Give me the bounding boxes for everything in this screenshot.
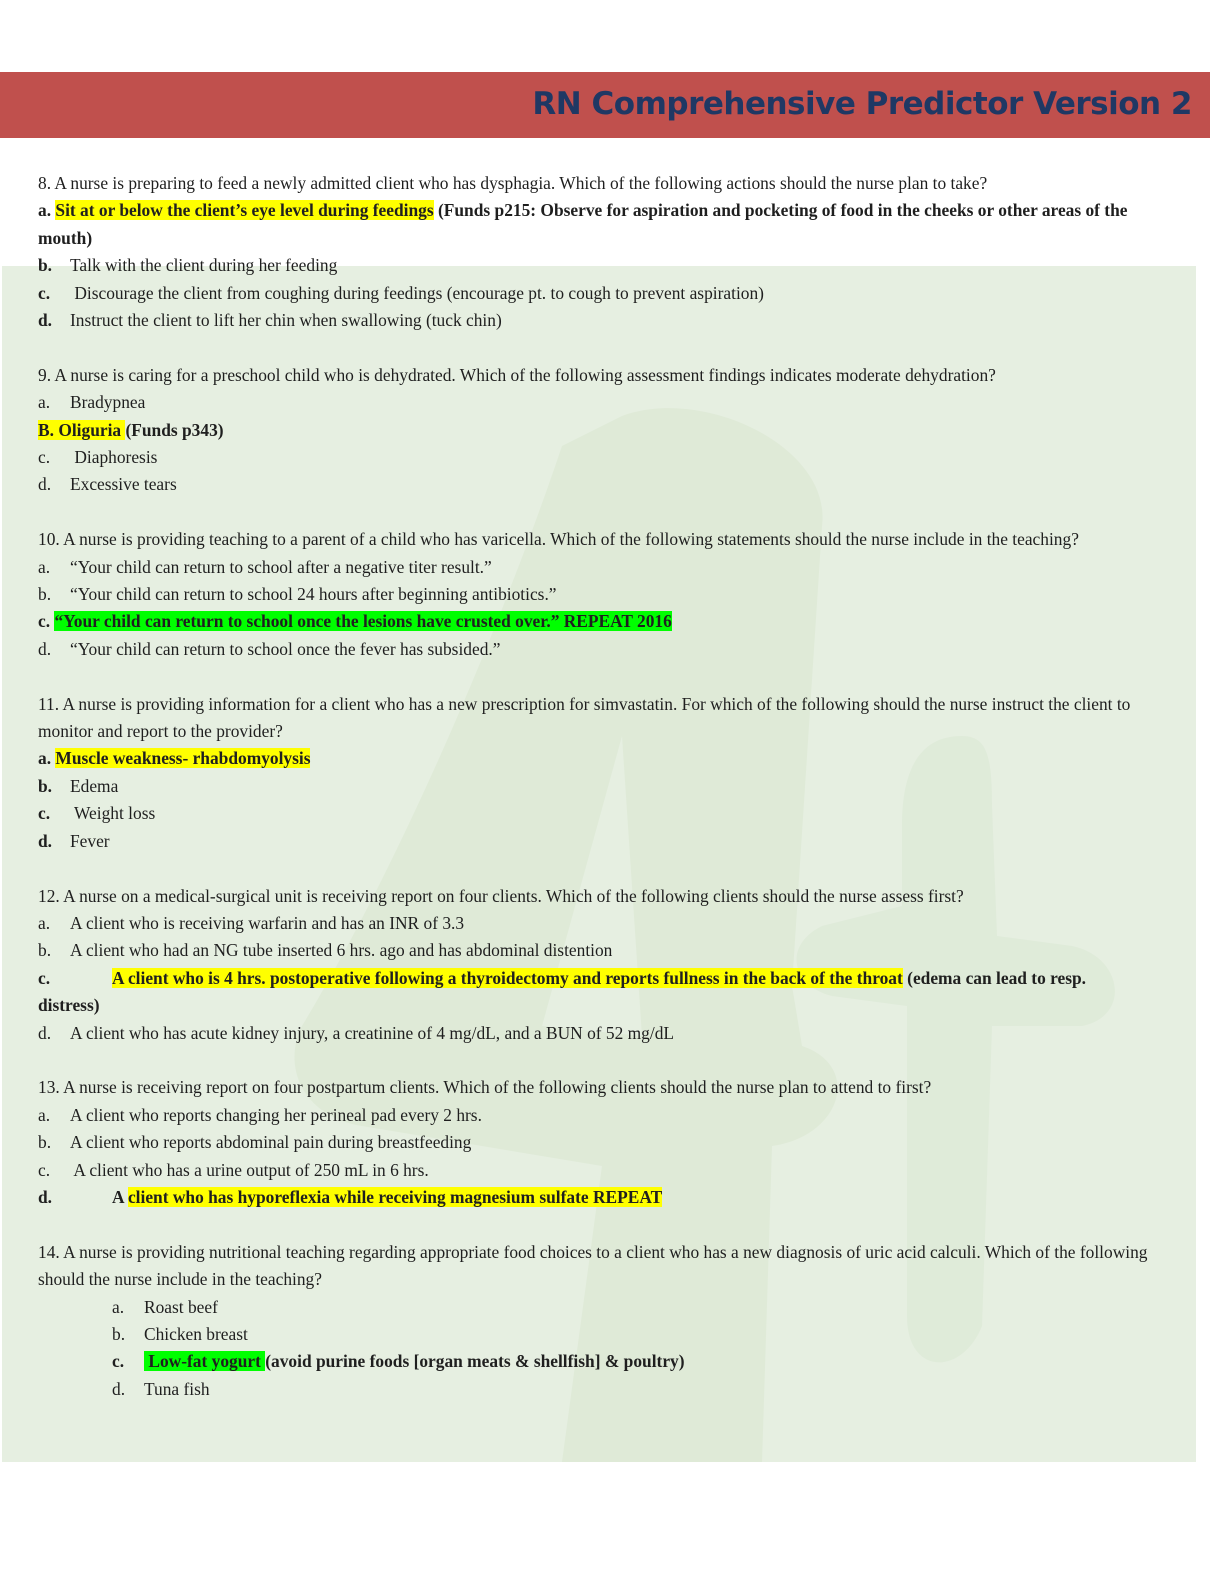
option-text: Roast beef (144, 1296, 218, 1317)
answer-option-correct (38, 1184, 1148, 1211)
option-text: Muscle weakness- rhabdomyolysis (55, 748, 311, 769)
question-13 (38, 1074, 1148, 1211)
question-11 (38, 691, 1148, 855)
answer-option-correct (38, 965, 1148, 1020)
answer-option (38, 773, 1148, 800)
answer-option (38, 471, 1148, 498)
option-text: A client who reports changing her perineal pad every 2 hrs. (70, 1104, 482, 1125)
document-title: RN Comprehensive Predictor Version 2 (532, 86, 1192, 122)
option-text: Edema (70, 775, 119, 796)
option-label: b. (112, 1323, 126, 1344)
answer-option (38, 1294, 1148, 1321)
option-label: a. (38, 912, 51, 933)
question-stem: 11. A nurse is providing information for a client who has a new prescription for simvastatin. For which of the following should the nurse instruct the client to monitor and report to the provider? (38, 693, 1131, 742)
option-text: A client who reports abdominal pain during breastfeeding (70, 1132, 472, 1153)
answer-option (38, 937, 1148, 964)
option-label: c. (38, 447, 51, 468)
option-label: b. (38, 1132, 52, 1153)
answer-option (38, 1129, 1148, 1156)
option-label: c. (38, 967, 51, 988)
option-text: A client who has acute kidney injury, a creatinine of 4 mg/dL, and a BUN of 52 mg/dL (70, 1022, 675, 1043)
option-label: c. (38, 1159, 51, 1180)
question-stem: 14. A nurse is providing nutritional teaching regarding appropriate food choices to a client who has a new diagnosis of uric acid calculi. Which of the following should the nurse include in the teaching? (38, 1241, 1148, 1290)
option-label: a. (38, 392, 51, 413)
answer-option (38, 636, 1148, 663)
answer-option-correct (38, 745, 1148, 772)
spacer (38, 1211, 1148, 1238)
option-text: Weight loss (70, 803, 156, 824)
option-label: a. (38, 1104, 51, 1125)
option-prefix: A (112, 1186, 128, 1207)
rationale-note: (avoid purine foods [organ meats & shellfish] & poultry) (265, 1351, 685, 1372)
answer-option (38, 307, 1148, 334)
option-label: d. (112, 1378, 126, 1399)
option-text: “Your child can return to school 24 hours after beginning antibiotics.” (70, 584, 557, 605)
option-label: c. (38, 611, 51, 632)
answer-option (38, 581, 1148, 608)
spacer (38, 663, 1148, 690)
option-label: b. (38, 775, 53, 796)
answer-option-correct (38, 417, 1148, 444)
header-band (0, 72, 1210, 138)
answer-option (38, 800, 1148, 827)
answer-option (38, 910, 1148, 937)
question-9 (38, 362, 1148, 499)
answer-option-correct (38, 608, 1148, 635)
option-label: a. (38, 748, 52, 769)
question-10 (38, 526, 1148, 663)
option-label: c. (38, 282, 51, 303)
option-text: Excessive tears (70, 474, 177, 495)
question-list (38, 170, 1148, 1403)
option-label: a. (112, 1296, 125, 1317)
question-stem: 9. A nurse is caring for a preschool child who is dehydrated. Which of the following assessment findings indicates moderate dehydration? (38, 364, 996, 385)
option-text: Low-fat yogurt (144, 1351, 266, 1372)
option-text: Fever (70, 830, 110, 851)
option-label: d. (38, 1186, 53, 1207)
answer-option (38, 389, 1148, 416)
question-stem: 13. A nurse is receiving report on four postpartum clients. Which of the following clients should the nurse plan to attend to first? (38, 1077, 932, 1098)
spacer (38, 855, 1148, 882)
answer-option-correct (38, 197, 1148, 252)
answer-option (38, 444, 1148, 471)
rationale-note: (edema can lead to resp. distress) (38, 967, 1087, 1016)
option-text: Discourage the client from coughing during feedings (encourage pt. to cough to prevent aspiration) (70, 282, 764, 303)
option-text: Bradypnea (70, 392, 146, 413)
question-stem: 12. A nurse on a medical-surgical unit is receiving report on four clients. Which of the following clients should the nurse assess first? (38, 885, 964, 906)
spacer (38, 1047, 1148, 1074)
option-label: d. (38, 1022, 52, 1043)
option-label: c. (112, 1351, 125, 1372)
answer-option (38, 554, 1148, 581)
option-label: c. (38, 803, 51, 824)
option-label: a. (38, 556, 51, 577)
rationale-note: (Funds p215: Observe for aspiration and pocketing of food in the cheeks or other areas of the mouth) (38, 200, 1128, 248)
option-label: b. (38, 584, 52, 605)
spacer (38, 499, 1148, 526)
answer-option (38, 280, 1148, 307)
answer-option (38, 1376, 1148, 1403)
question-8 (38, 170, 1148, 334)
option-text: Diaphoresis (70, 447, 158, 468)
option-text: Talk with the client during her feeding (70, 255, 338, 276)
question-14 (38, 1239, 1148, 1403)
answer-option (38, 1157, 1148, 1184)
option-text: “Your child can return to school once the lesions have crusted over.” REPEAT 2016 (54, 611, 672, 632)
option-text: “Your child can return to school after a negative titer result.” (70, 556, 492, 577)
answer-option-correct (38, 1348, 1148, 1375)
answer-option (38, 1020, 1148, 1047)
question-stem: 8. A nurse is preparing to feed a newly admitted client who has dysphagia. Which of the following actions should the nurse plan to take? (38, 173, 988, 193)
option-text: client who has hyporeflexia while receiving magnesium sulfate REPEAT (127, 1186, 663, 1207)
option-text: A client who has a urine output of 250 mL in 6 hrs. (70, 1159, 429, 1180)
option-text: A client who is receiving warfarin and has an INR of 3.3 (70, 912, 465, 933)
question-stem: 10. A nurse is providing teaching to a parent of a child who has varicella. Which of the following statements should the nurse include in the teaching? (38, 529, 1079, 550)
option-text: Chicken breast (144, 1323, 248, 1344)
option-text: “Your child can return to school once the fever has subsided.” (70, 638, 501, 659)
answer-option (38, 252, 1148, 279)
rationale-note: (Funds p343) (125, 419, 224, 440)
option-label: d. (38, 830, 53, 851)
spacer (38, 334, 1148, 361)
option-label: a. (38, 200, 52, 221)
option-text: A client who is 4 hrs. postoperative following a thyroidectomy and reports fullness in the back of the throat (112, 967, 903, 988)
option-label: d. (38, 638, 52, 659)
answer-option (38, 828, 1148, 855)
option-label: B. (38, 419, 54, 440)
question-12 (38, 883, 1148, 1047)
option-text: Tuna fish (144, 1378, 210, 1399)
option-label: d. (38, 310, 53, 331)
option-text: Instruct the client to lift her chin when swallowing (tuck chin) (70, 310, 502, 331)
option-text: Oliguria (58, 419, 126, 440)
answer-option (38, 1102, 1148, 1129)
option-text: A client who had an NG tube inserted 6 hrs. ago and has abdominal distention (70, 940, 613, 961)
option-label: b. (38, 940, 52, 961)
option-label: d. (38, 474, 52, 495)
option-text: Sit at or below the client’s eye level during feedings (55, 200, 434, 221)
option-label: b. (38, 255, 53, 276)
answer-option (38, 1321, 1148, 1348)
